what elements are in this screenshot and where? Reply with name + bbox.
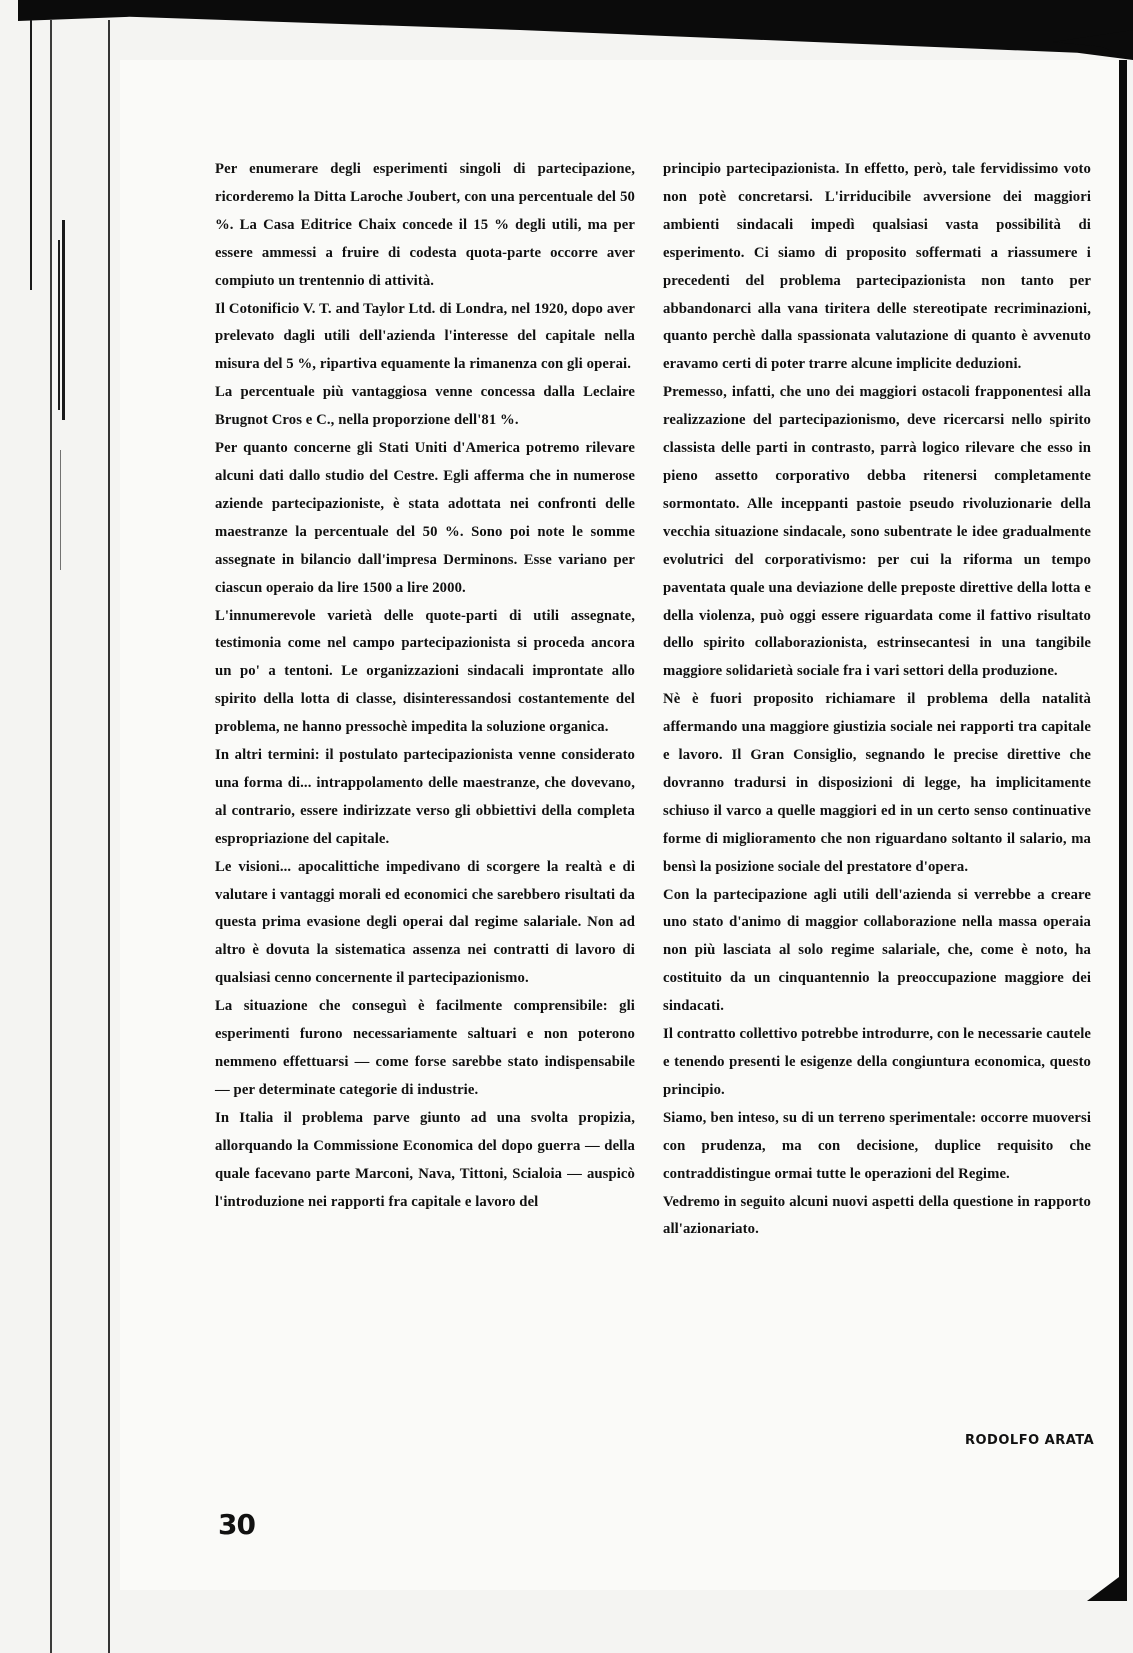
scan-right-shadow [1119,60,1127,1590]
paragraph: In Italia il problema parve giunto ad una svolta propizia, allorquando la Commissione Economica del dopo guerra — della quale facevano parte Marconi, Nava, Tittoni, Scialoia — auspicò l'introduzione nei rapporti fra capitale e lavoro del [215,1109,635,1210]
binding-edge-line [58,240,60,410]
paragraph: Le visioni... apocalittiche impedivano di scorgere la realtà e di valutare i vantaggi morali ed economici che sarebbero risultati da questa prima evasione degli operai dal regime salariale. Non ad altro è dovuta la sistematica assenza nei contratti di lavoro di qualsiasi cenno concernente il partecipazionismo. [215,858,635,987]
paragraph: La percentuale più vantaggiosa venne concessa dalla Leclaire Brugnot Cros e C., nella proporzione dell'81 %. [215,384,635,429]
paragraph: Nè è fuori proposito richiamare il problema della natalità affermando una maggiore giustizia sociale nei rapporti tra capitale e lavoro. Il Gran Consiglio, segnando le precise direttive che dovranno tradursi in disposizioni di legge, ha implicitamente schiuso il varco a quelle maggiori ed in un certo senso continuative forme di miglioramento che non riguardano soltanto il salario, ma bensì la posizione sociale del prestatore d'opera. [663,691,1091,875]
paragraph: Siamo, ben inteso, su di un terreno sperimentale: occorre muoversi con prudenza, ma con decisione, duplice requisito che contraddistingue ormai tutte le operazioni del Regime. [663,1109,1091,1182]
paragraph: Il Cotonificio V. T. and Taylor Ltd. di Londra, nel 1920, dopo aver prelevato dagli utili dell'azienda l'interesse del capitale nella misura del 5 %, ripartiva equamente la rimanenza con gli operai. [215,300,635,373]
scan-top-shadow [18,0,1133,60]
author-signature: RODOLFO ARATA [965,1433,1095,1448]
binding-edge-line [62,220,65,420]
paragraph: Per quanto concerne gli Stati Uniti d'America potremo rilevare alcuni dati dallo studio del Cestre. Egli afferma che in numerose aziende partecipazioniste, è stata adottata nei confronti delle maestranze la percentuale del 50 %. Sono poi note le somme assegnate in bilancio dall'impresa Derminons. Esse variano per ciascun operaio da lire 1500 a lire 2000. [215,440,635,596]
binding-edge-line [60,450,61,570]
paragraph: Il contratto collettivo potrebbe introdurre, con le necessarie cautele e tenendo presenti le esigenze della congiuntura economica, questo principio. [663,1026,1091,1098]
binding-edge-line [108,20,110,1653]
paragraph: L'innumerevole varietà delle quote-parti di utili assegnate, testimonia come nel campo partecipazionista si proceda ancora un po' a tentoni. Le organizzazioni sindacali improntate allo spirito della lotta di classe, disinteressandosi costantemente del problema, ne hanno pressochè impedita la soluzione organica. [215,607,635,736]
binding-edge-line [50,20,52,1653]
text-column-right [663,156,1091,1244]
paragraph: Con la partecipazione agli utili dell'azienda si verrebbe a creare uno stato d'animo di maggior collaborazione nella massa operaia non più lasciata al solo regime salariale, che, come è noto, ha costituito da un cinquantennio la preoccupazione maggiore dei sindacati. [663,886,1091,1015]
paragraph: Vedremo in seguito alcuni nuovi aspetti della questione in rapporto all'azionariato. [663,1193,1091,1238]
paragraph: principio partecipazionista. In effetto, però, tale fervidissimo voto non potè concretarsi. L'irriducibile avversione dei maggiori ambienti sindacali impedì qualsiasi vasta possibilità di esperimento. Ci siamo di proposito soffermati a riassumere i precedenti del problema partecipazionista non tanto per abbandonarci alla vana tiritera delle stereotipate recriminazioni, quanto perchè dalla spassionata valutazione di quanto è avvenuto eravamo certi di poter trarre alcune implicite deduzioni. [663,161,1091,373]
text-column-left [215,156,635,1216]
paragraph: La situazione che conseguì è facilmente comprensibile: gli esperimenti furono necessariamente saltuari e non poterono nemmeno effettuarsi — come forse sarebbe stato indispensabile — per determinate categorie di industrie. [215,998,635,1098]
binding-edge-line [30,20,32,290]
paragraph: Premesso, infatti, che uno dei maggiori ostacoli frapponentesi alla realizzazione del partecipazionismo, deve ricercarsi nello spirito classista delle parti in contrasto, parrà logico rilevare che esso in pieno assetto corporativo debba ritenersi completamente sormontato. Alle inceppanti pastoie pseudo rivoluzionarie della vecchia situazione sindacale, sono subentrate le idee gradualmente evolutrici del corporativismo: per cui la riforma un tempo paventata quale una deviazione delle preposte direttive della lotta e della violenza, può oggi essere riguardata come il fattivo risultato dello spirito collaborazionista, estrinsecantesi in una tangibile maggiore solidarietà sociale fra i vari settori della produzione. [663,384,1091,680]
page-number: 30 [218,1508,255,1541]
paragraph: In altri termini: il postulato partecipazionista venne considerato una forma di... intrappolamento delle maestranze, che dovevano, al contrario, essere indirizzate verso gli obbiettivi della completa espropriazione del capitale. [215,747,635,847]
paragraph: Per enumerare degli esperimenti singoli di partecipazione, ricorderemo la Ditta Laroche Joubert, con una percentuale del 50 %. La Casa Editrice Chaix concede il 15 % degli utili, ma per essere ammessi a fruire di codesta quota-parte occorre aver compiuto un trentennio di attività. [215,161,635,289]
